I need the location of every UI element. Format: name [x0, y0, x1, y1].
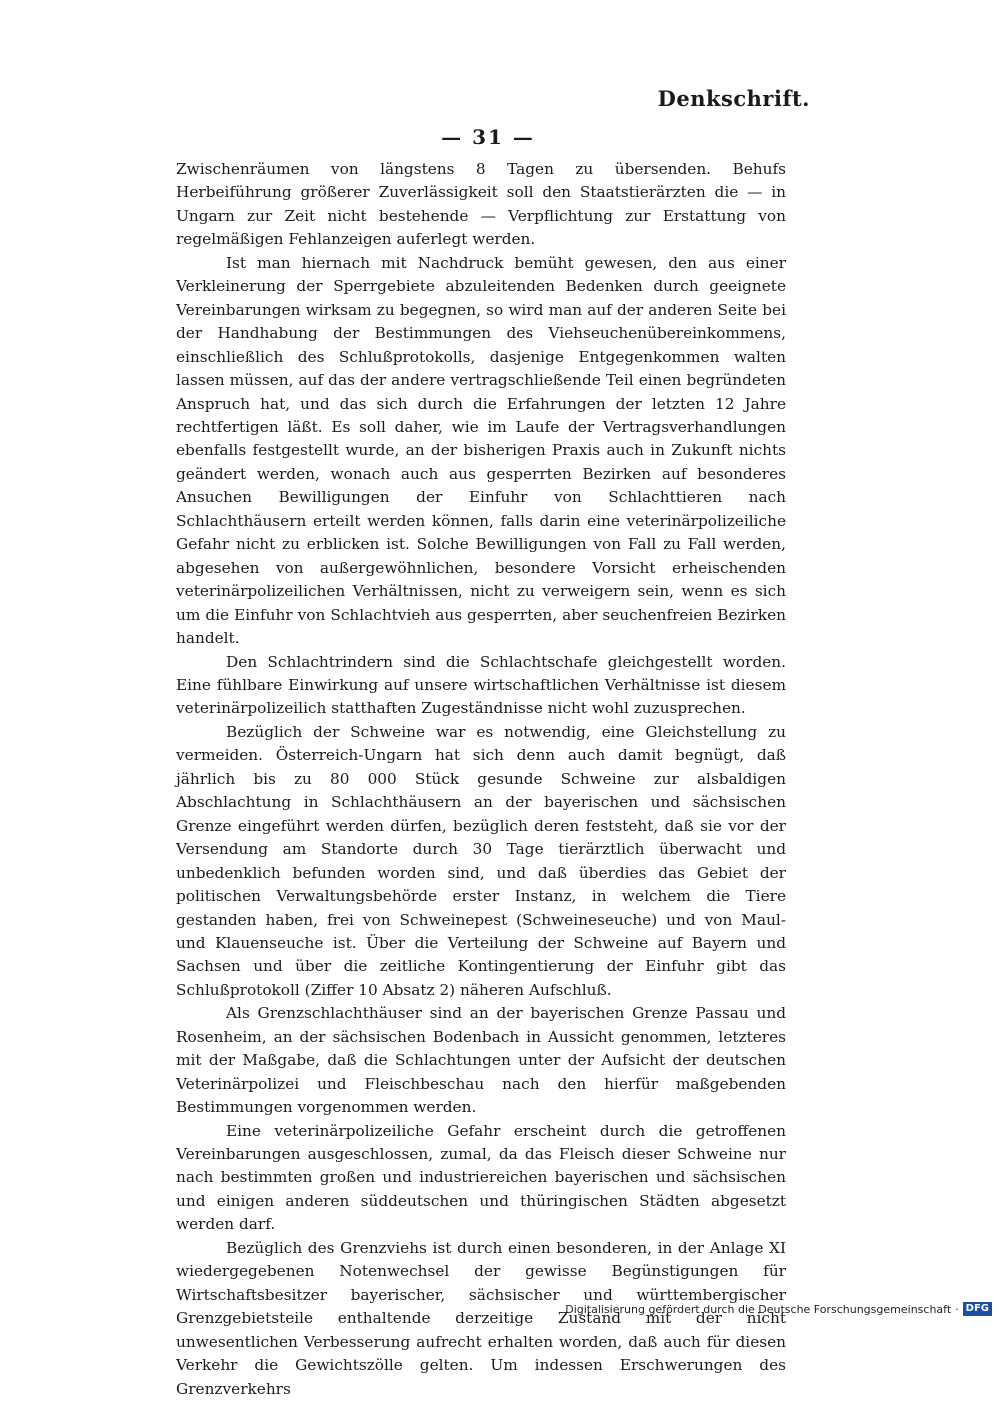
- paragraph: Bezüglich des Grenzviehs ist durch einen besonderen, in der Anlage XI wiedergegebenen Notenwechsel der gewisse Begünstigungen für Wirtschaftsbesitzer bayerischer, sächsischer und württembergischer Grenzgebietsteile enthaltende derzeitige Zustand mit der nicht unwesentlichen Verbesserung aufrecht erhalten worden, daß auch für diesen Verkehr die Gewichtszölle gelten. Um indessen Erschwerungen des Grenzverkehrs: [176, 1238, 786, 1398]
- running-header-title: Denkschrift.: [657, 86, 810, 111]
- footer-text: Digitalisierung gefördert durch die Deutsche Forschungsgemeinschaft: [565, 1302, 952, 1316]
- digitization-footer: [565, 1302, 992, 1316]
- footer-separator: ·: [955, 1302, 959, 1316]
- paragraph: Bezüglich der Schweine war es notwendig, eine Gleichstellung zu vermeiden. Österreich-Ungarn hat sich denn auch damit begnügt, daß jährlich bis zu 80 000 Stück gesunde Schweine zur alsbaldigen Abschlachtung in Schlachthäusern an der bayerischen und sächsischen Grenze eingeführt werden dürfen, bezüglich deren feststeht, daß sie vor der Versendung am Standorte durch 30 Tage tierärztlich überwacht und unbedenklich befunden worden sind, und daß überdies das Gebiet der politischen Verwaltungsbehörde erster Instanz, in welchem die Tiere gestanden haben, frei von Schweinepest (Schweineseuche) und von Maul- und Klauenseuche ist. Über die Verteilung der Schweine auf Bayern und Sachsen und über die zeitliche Kontingentierung der Einfuhr gibt das Schlußprotokoll (Ziffer 10 Absatz 2) näheren Aufschluß.: [176, 722, 786, 999]
- paragraph: Zwischenräumen von längstens 8 Tagen zu übersenden. Behufs Herbeiführung größerer Zuverlässigkeit soll den Staatstierärzten die — in Ungarn zur Zeit nicht bestehende — Verpflichtung zur Erstattung von regelmäßigen Fehlanzeigen auferlegt werden.: [176, 160, 786, 249]
- dfg-logo: DFG: [963, 1302, 992, 1316]
- paragraph: Ist man hiernach mit Nachdruck bemüht gewesen, den aus einer Verkleinerung der Sperrgebiete abzuleitenden Bedenken durch geeignete Vereinbarungen wirksam zu begegnen, so wird man auf der anderen Seite bei der Handhabung der Bestimmungen des Viehseuchenübereinkommens, einschließlich des Schlußprotokolls, dasjenige Entgegenkommen walten lassen müssen, auf das der andere vertragschließende Teil einen begründeten Anspruch hat, und das sich durch die Erfahrungen der letzten 12 Jahre rechtfertigen läßt. Es soll daher, wie im Laufe der Vertragsverhandlungen ebenfalls festgestellt wurde, an der bisherigen Praxis auch in Zukunft nichts geändert werden, wonach auch aus gesperrten Bezirken auf besonderes Ansuchen Bewilligungen der Einfuhr von Schlachttieren nach Schlachthäusern erteilt werden können, falls darin eine veterinärpolizeiliche Gefahr nicht zu erblicken ist. Solche Bewilligungen von Fall zu Fall werden, abgesehen von außergewöhnlichen, besondere Vorsicht erheischenden veterinärpolizeilichen Verhältnissen, nicht zu verweigern sein, wenn es sich um die Einfuhr von Schlachtvieh aus gesperrten, aber seuchenfreien Bezirken handelt.: [176, 253, 786, 648]
- page-number: — 31 —: [441, 125, 535, 149]
- paragraph: Eine veterinärpolizeiliche Gefahr erscheint durch die getroffenen Vereinbarungen ausgeschlossen, zumal, da das Fleisch dieser Schweine nur nach bestimmten großen und industriereichen bayerischen und sächsischen und einigen anderen süddeutschen und thüringischen Städten abgesetzt werden darf.: [176, 1121, 786, 1234]
- body-text: [176, 158, 786, 1401]
- paragraph: Den Schlachtrindern sind die Schlachtschafe gleichgestellt worden. Eine fühlbare Einwirkung auf unsere wirtschaftlichen Verhältnisse ist diesem veterinärpolizeilich statthaften Zugeständnisse nicht wohl zuzusprechen.: [176, 652, 786, 718]
- paragraph: Als Grenzschlachthäuser sind an der bayerischen Grenze Passau und Rosenheim, an der sächsischen Bodenbach in Aussicht genommen, letzteres mit der Maßgabe, daß die Schlachtungen unter der Aufsicht der deutschen Veterinärpolizei und Fleischbeschau nach den hierfür maßgebenden Bestimmungen vorgenommen werden.: [176, 1004, 786, 1117]
